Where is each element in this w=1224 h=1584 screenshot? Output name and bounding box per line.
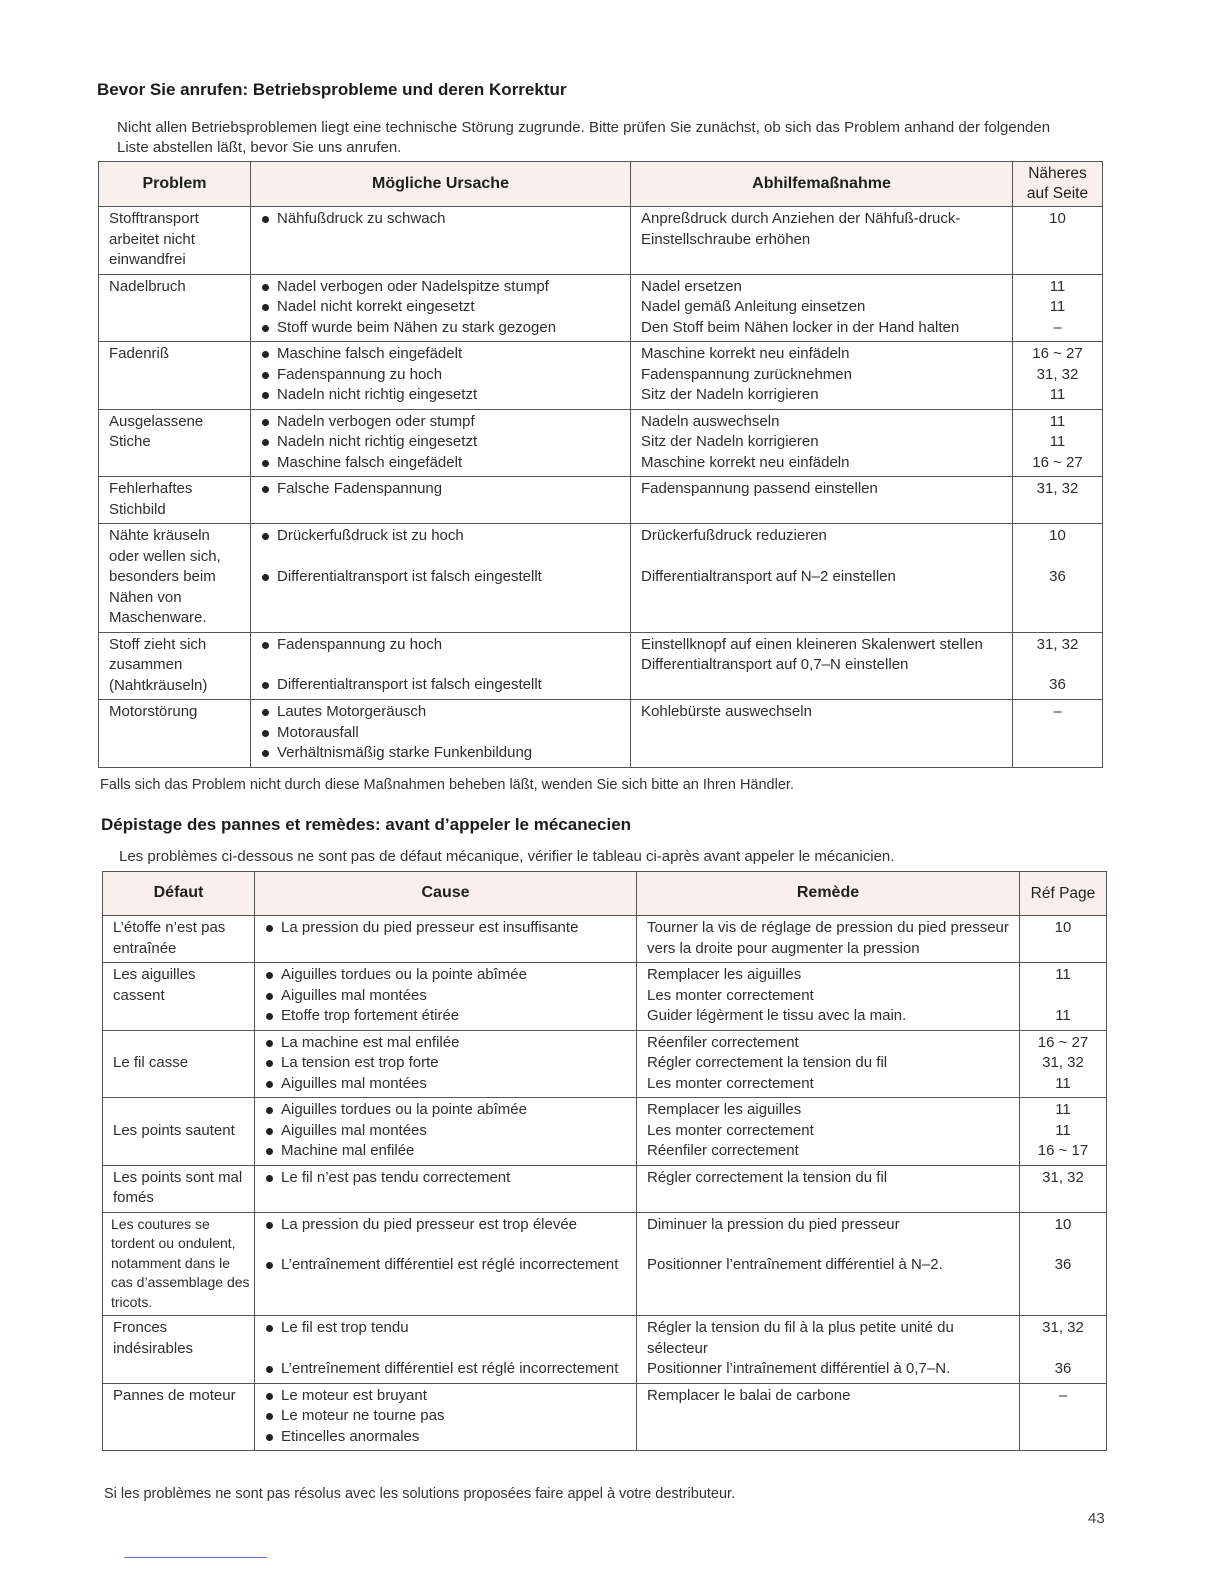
- remedy-cell: [631, 342, 1013, 410]
- problem-cell: Fehlerhaftes Stichbild: [99, 477, 251, 524]
- cause-cell: [251, 700, 631, 768]
- spacer: [261, 547, 620, 567]
- table-header-row: [99, 162, 1103, 207]
- cause-cell: [255, 1383, 637, 1451]
- cause-cell: [255, 963, 637, 1031]
- remedy-cell: [631, 409, 1013, 477]
- cause-item: Aiguilles mal montées: [265, 1121, 626, 1142]
- cause-item: Maschine falsch eingefädelt: [261, 344, 620, 365]
- remedy-cell: [637, 1383, 1020, 1451]
- cause-item: L’entraînement différentiel est réglé incorrectement: [265, 1255, 626, 1276]
- page-ref: 11: [1055, 1121, 1071, 1139]
- problem-cell: Le fil casse: [103, 1030, 255, 1098]
- table-row: [103, 916, 1107, 963]
- french-troubleshooting-table: [102, 871, 1107, 1451]
- page-ref: 16 ~ 27: [1032, 345, 1083, 362]
- page-ref: 36: [1054, 1256, 1072, 1273]
- remedy-item: Nadeln auswechseln: [641, 412, 780, 430]
- remedy-cell: [631, 524, 1013, 633]
- cause-cell: [251, 274, 631, 342]
- cause-cell: [251, 207, 631, 275]
- cause-item: La machine est mal enfilée: [265, 1033, 626, 1054]
- problem-cell: Nadelbruch: [99, 274, 251, 342]
- header-remedy: Remède: [637, 872, 1020, 916]
- table-row: [103, 1098, 1107, 1166]
- remedy-item: Les monter correctement: [647, 986, 814, 1004]
- page-ref: 10: [1054, 919, 1072, 936]
- table-row: [99, 274, 1103, 342]
- cause-item: La pression du pied presseur est trop élevée: [265, 1215, 626, 1236]
- remedy-item: Fadenspannung zurücknehmen: [641, 365, 852, 383]
- page-ref: 10: [1049, 210, 1066, 227]
- spacer: [1024, 1235, 1102, 1255]
- page-ref: 11: [1049, 298, 1066, 315]
- remedy-item: Fadenspannung passend einstellen: [641, 480, 878, 497]
- cause-item: La pression du pied presseur est insuffisante: [265, 918, 626, 939]
- page-ref: 10: [1054, 1215, 1072, 1233]
- cause-item: Nadel nicht korrekt eingesetzt: [261, 297, 620, 318]
- page-ref: 11: [1055, 1101, 1071, 1118]
- remedy-cell: [637, 1098, 1020, 1166]
- cause-cell: [251, 632, 631, 700]
- header-problem: Problem: [99, 162, 251, 207]
- page-ref: 36: [1049, 567, 1066, 585]
- page-ref: 10: [1049, 527, 1066, 544]
- bottom-rule: [124, 1557, 267, 1558]
- cause-cell: [251, 409, 631, 477]
- remedy-cell: [637, 1316, 1020, 1384]
- remedy-cell: [631, 477, 1013, 524]
- table-row: [99, 632, 1103, 700]
- remedy-item: Les monter correctement: [647, 1074, 814, 1092]
- cause-item: Aiguilles mal montées: [265, 986, 626, 1007]
- page-cell: [1013, 632, 1103, 700]
- cause-item: Nadeln nicht richtig eingesetzt: [261, 432, 620, 453]
- remedy-cell: [631, 274, 1013, 342]
- german-section-title: Bevor Sie anrufen: Betriebsprobleme und deren Korrektur: [97, 80, 567, 99]
- header-cause: Mögliche Ursache: [251, 162, 631, 207]
- table-header-row: [103, 872, 1107, 916]
- cause-item: Nadeln nicht richtig eingesetzt: [261, 385, 620, 406]
- page-ref: 11: [1055, 1074, 1071, 1092]
- cause-item: Etincelles anormales: [265, 1427, 626, 1448]
- page-cell: [1020, 1098, 1107, 1166]
- page-ref: 31, 32: [1042, 1319, 1084, 1336]
- cause-item: Fadenspannung zu hoch: [261, 635, 620, 656]
- cause-item: Le moteur ne tourne pas: [265, 1406, 626, 1427]
- page-ref: 11: [1049, 433, 1066, 450]
- remedy-item: Réenfiler correctement: [647, 1033, 799, 1051]
- page-cell: [1013, 342, 1103, 410]
- cause-item: Etoffe trop fortement étirée: [265, 1006, 626, 1027]
- remedy-item: Régler la tension du fil à la plus petite unité du sélecteur: [647, 1319, 954, 1357]
- remedy-item: Kohlebürste auswechseln: [641, 703, 812, 720]
- page-number: 43: [1088, 1510, 1105, 1527]
- page-cell: [1013, 207, 1103, 275]
- page-ref: 11: [1055, 1006, 1071, 1024]
- cause-item: Nadeln verbogen oder stumpf: [261, 412, 620, 433]
- page-ref: 31, 32: [1036, 635, 1079, 653]
- page-ref: –: [1053, 703, 1062, 720]
- remedy-item: Positionner l’entraînement différentiel à N–2.: [647, 1256, 943, 1273]
- table-row: [99, 409, 1103, 477]
- page-ref: 31, 32: [1036, 365, 1079, 383]
- remedy-item: Maschine korrekt neu einfädeln: [641, 453, 850, 471]
- cause-item: L’entreînement différentiel est réglé incorrectement: [265, 1359, 626, 1380]
- remedy-item: Remplacer le balai de carbone: [647, 1386, 851, 1404]
- problem-cell: Motorstörung: [99, 700, 251, 768]
- remedy-cell: [637, 1030, 1020, 1098]
- header-page: Näheres auf Seite: [1013, 162, 1103, 207]
- cause-item: Aiguilles tordues ou la pointe abîmée: [265, 965, 626, 986]
- spacer: [1024, 986, 1102, 1006]
- remedy-item: Les monter correctement: [647, 1121, 814, 1139]
- page-ref: 11: [1055, 966, 1071, 983]
- page-ref: 31, 32: [1042, 1054, 1084, 1071]
- spacer: [1017, 547, 1098, 567]
- cause-item: Lautes Motorgeräusch: [261, 702, 620, 723]
- table-row: [103, 1383, 1107, 1451]
- remedy-item: Den Stoff beim Nähen locker in der Hand halten: [641, 318, 960, 336]
- remedy-cell: [631, 632, 1013, 700]
- page-cell: [1020, 1212, 1107, 1316]
- page-cell: [1013, 274, 1103, 342]
- remedy-item: Sitz der Nadeln korrigieren: [641, 433, 819, 450]
- remedy-item: Régler correctement la tension du fil: [647, 1054, 888, 1071]
- table-row: [103, 1212, 1107, 1316]
- remedy-item: Tourner la vis de réglage de pression du pied presseur vers la droite pour augmenter la pression: [647, 919, 1009, 957]
- cause-item: Stoff wurde beim Nähen zu stark gezogen: [261, 318, 620, 339]
- page-cell: [1013, 524, 1103, 633]
- table-row: [99, 207, 1103, 275]
- cause-cell: [255, 1212, 637, 1316]
- remedy-cell: [637, 963, 1020, 1031]
- cause-item: Differentialtransport ist falsch eingestellt: [261, 567, 620, 588]
- cause-item: Le fil n’est pas tendu correctement: [265, 1168, 626, 1189]
- remedy-item: Differentialtransport auf 0,7–N einstellen: [641, 656, 909, 673]
- cause-cell: [251, 524, 631, 633]
- spacer: [265, 1235, 626, 1255]
- german-intro: Nicht allen Betriebsproblemen liegt eine technische Störung zugrunde. Bitte prüfen Sie zunächst, ob sich das Problem anhand der folgenden Liste abstellen läßt, bevor Sie uns anrufen.: [117, 119, 1051, 156]
- cause-item: Falsche Fadenspannung: [261, 479, 620, 500]
- spacer: [265, 1339, 626, 1359]
- table-row: [99, 342, 1103, 410]
- remedy-item: Positionner l’intraînement différentiel à 0,7–N.: [647, 1360, 951, 1377]
- page-cell: [1020, 1316, 1107, 1384]
- cause-item: Aiguilles mal montées: [265, 1074, 626, 1095]
- page-cell: [1020, 1165, 1107, 1212]
- spacer: [647, 1235, 1009, 1255]
- page-ref: –: [1053, 318, 1062, 336]
- header-problem: Défaut: [103, 872, 255, 916]
- page-ref: 36: [1054, 1359, 1072, 1377]
- french-intro: Les problèmes ci-dessous ne sont pas de défaut mécanique, vérifier le tableau ci-après avant appeler le mécanicien.: [119, 848, 895, 865]
- remedy-item: Differentialtransport auf N–2 einstellen: [641, 567, 896, 585]
- remedy-item: Drückerfußdruck reduzieren: [641, 527, 827, 544]
- problem-cell: Fronces indésirables: [103, 1316, 255, 1384]
- remedy-item: Réenfiler correctement: [647, 1142, 799, 1159]
- problem-cell: Les points sautent: [103, 1098, 255, 1166]
- remedy-item: Maschine korrekt neu einfädeln: [641, 345, 850, 362]
- header-remedy: Abhilfemaßnahme: [631, 162, 1013, 207]
- problem-cell: Pannes de moteur: [103, 1383, 255, 1451]
- remedy-item: Nadel gemäß Anleitung einsetzen: [641, 298, 866, 315]
- remedy-cell: [631, 700, 1013, 768]
- remedy-item: Anpreßdruck durch Anziehen der Nähfuß-druck-Einstellschraube erhöhen: [641, 210, 961, 248]
- table-row: [99, 524, 1103, 633]
- problem-cell: Fadenriß: [99, 342, 251, 410]
- remedy-cell: [637, 1212, 1020, 1316]
- problem-cell: Stoff zieht sich zusammen (Nahtkräuseln): [99, 632, 251, 700]
- page-cell: [1013, 700, 1103, 768]
- cause-item: Maschine falsch eingefädelt: [261, 453, 620, 474]
- cause-item: Le fil est trop tendu: [265, 1318, 626, 1339]
- cause-item: Fadenspannung zu hoch: [261, 365, 620, 386]
- problem-cell: Stofftransport arbeitet nicht einwandfrei: [99, 207, 251, 275]
- page-cell: [1020, 1030, 1107, 1098]
- german-troubleshooting-table: [98, 161, 1103, 768]
- cause-item: Le moteur est bruyant: [265, 1386, 626, 1407]
- remedy-cell: [637, 916, 1020, 963]
- remedy-cell: [631, 207, 1013, 275]
- page-cell: [1020, 916, 1107, 963]
- cause-item: Nähfußdruck zu schwach: [261, 209, 620, 230]
- cause-item: Motorausfall: [261, 723, 620, 744]
- remedy-item: Einstellknopf auf einen kleineren Skalenwert stellen: [641, 635, 983, 653]
- table-row: [103, 1316, 1107, 1384]
- spacer: [261, 655, 620, 675]
- cause-item: Nadel verbogen oder Nadelspitze stumpf: [261, 277, 620, 298]
- remedy-item: Régler correctement la tension du fil: [647, 1168, 888, 1186]
- cause-item: Verhältnismäßig starke Funkenbildung: [261, 743, 620, 764]
- cause-item: Drückerfußdruck ist zu hoch: [261, 526, 620, 547]
- problem-cell: Ausgelassene Stiche: [99, 409, 251, 477]
- cause-item: La tension est trop forte: [265, 1053, 626, 1074]
- remedy-item: Nadel ersetzen: [641, 277, 742, 295]
- spacer: [641, 547, 1002, 567]
- spacer: [1017, 655, 1098, 675]
- header-cause: Cause: [255, 872, 637, 916]
- remedy-item: Remplacer les aiguilles: [647, 1101, 802, 1118]
- page-ref: 16 ~ 27: [1037, 1033, 1089, 1051]
- german-footer-note: Falls sich das Problem nicht durch diese Maßnahmen beheben läßt, wenden Sie sich bitte an Ihren Händler.: [100, 777, 794, 793]
- cause-item: Aiguilles tordues ou la pointe abîmée: [265, 1100, 626, 1121]
- page-ref: 11: [1049, 412, 1066, 430]
- cause-item: Differentialtransport ist falsch eingestellt: [261, 675, 620, 696]
- page-ref: –: [1058, 1386, 1068, 1404]
- cause-cell: [255, 1165, 637, 1212]
- remedy-item: Remplacer les aiguilles: [647, 966, 802, 983]
- remedy-cell: [637, 1165, 1020, 1212]
- table-row: [103, 1165, 1107, 1212]
- spacer: [1024, 1339, 1102, 1359]
- page-ref: 31, 32: [1036, 480, 1079, 497]
- page-cell: [1020, 1383, 1107, 1451]
- page-cell: [1020, 963, 1107, 1031]
- french-footer-note: Si les problèmes ne sont pas résolus avec les solutions proposées faire appel à votre destributeur.: [104, 1486, 736, 1502]
- cause-cell: [251, 342, 631, 410]
- cause-item: Machine mal enfilée: [265, 1141, 626, 1162]
- table-row: [103, 963, 1107, 1031]
- table-row: [99, 700, 1103, 768]
- table-row: [99, 477, 1103, 524]
- cause-cell: [255, 1030, 637, 1098]
- header-page: Réf Page: [1020, 872, 1107, 916]
- problem-cell: Nähte kräuseln oder wellen sich, besonders beim Nähen von Maschenware.: [99, 524, 251, 633]
- cause-cell: [255, 1098, 637, 1166]
- problem-cell: Les aiguilles cassent: [103, 963, 255, 1031]
- page-cell: [1013, 409, 1103, 477]
- table-row: [103, 1030, 1107, 1098]
- page-ref: 16 ~ 17: [1037, 1142, 1089, 1159]
- page-ref: 31, 32: [1042, 1168, 1084, 1186]
- page-ref: 16 ~ 27: [1032, 453, 1083, 471]
- page-ref: 11: [1049, 386, 1066, 403]
- cause-cell: [251, 477, 631, 524]
- french-section-title: Dépistage des pannes et remèdes: avant d’appeler le mécanecien: [101, 815, 632, 834]
- problem-cell: L’étoffe n’est pas entraînée: [103, 916, 255, 963]
- page-ref: 11: [1049, 277, 1066, 295]
- problem-cell: Les points sont mal fomés: [103, 1165, 255, 1212]
- problem-cell: Les coutures se tordent ou ondulent, notamment dans le cas d’assemblage des tricots.: [103, 1212, 255, 1316]
- page-ref: 36: [1049, 676, 1066, 693]
- remedy-item: Sitz der Nadeln korrigieren: [641, 386, 819, 403]
- cause-cell: [255, 1316, 637, 1384]
- cause-cell: [255, 916, 637, 963]
- remedy-item: Guider légèrment le tissu avec la main.: [647, 1007, 907, 1024]
- remedy-item: Diminuer la pression du pied presseur: [647, 1215, 900, 1233]
- page-cell: [1013, 477, 1103, 524]
